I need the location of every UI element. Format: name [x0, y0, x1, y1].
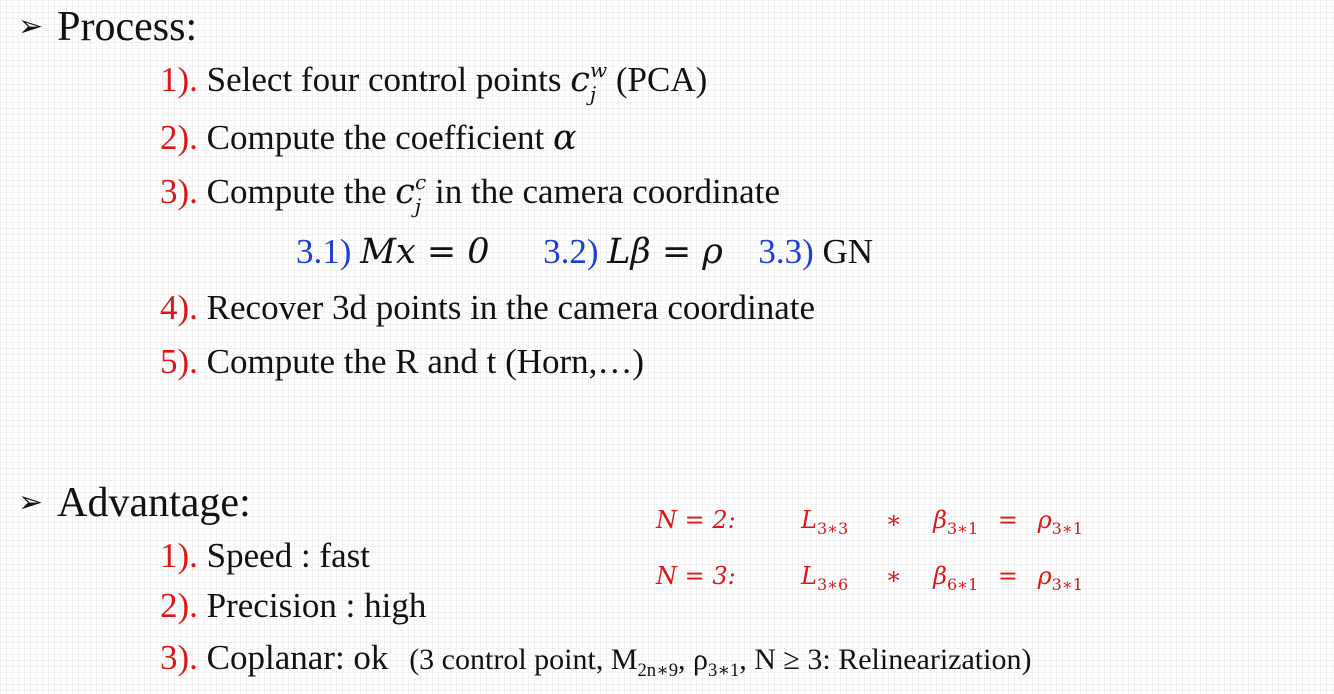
- equation-n3: N = 3: $L_{3∗6}$ ∗ $\beta_{6∗1} = \rho_{3∗1}$: [656, 562, 1083, 594]
- process-step-2: 2). Compute the coefficient α: [160, 118, 577, 158]
- step-number: 3).: [160, 172, 198, 211]
- alpha-symbol: α: [552, 118, 577, 158]
- advantage-item-1: 1). Speed : fast: [160, 536, 370, 575]
- process-substeps: 3.1) Mx = 0 3.2) Lβ = ρ 3.3) GN: [296, 232, 874, 272]
- step-number: 1).: [160, 60, 198, 99]
- bullet-arrow-icon: ➢: [18, 9, 44, 44]
- advantage-heading: ➢ Advantage:: [18, 480, 251, 526]
- coplanar-note: (3 control point, $M_{2n∗9}$, $\rho_{3∗1}$, N ≥ 3: Relinearization): [409, 643, 1032, 681]
- control-point-world-symbol: $c_j^w$: [570, 58, 608, 106]
- advantage-item-3: 3). Coplanar: ok (3 control point, $M_{2n∗9}$, $\rho_{3∗1}$, N ≥ 3: Relinearization): [160, 638, 1032, 681]
- equation-n2: N = 2: $L_{3∗3}$ ∗ $\beta_{3∗1} = \rho_{3∗1}$: [656, 506, 1083, 538]
- process-step-4: 4). Recover 3d points in the camera coordinate: [160, 288, 816, 327]
- substep-expr-mx: Mx = 0: [360, 232, 490, 272]
- process-step-1: 1). Select four control points $c_j^w$ (PCA): [160, 58, 708, 106]
- step-number: 5).: [160, 342, 198, 381]
- bullet-arrow-icon: ➢: [18, 485, 44, 520]
- advantage-item-2: 2). Precision : high: [160, 586, 427, 625]
- step-number: 2).: [160, 118, 198, 157]
- substep-expr-lbeta: Lβ = ρ: [607, 232, 723, 272]
- control-point-camera-symbol: $c_j^c$: [395, 170, 427, 218]
- process-step-5: 5). Compute the R and t (Horn,…): [160, 342, 645, 381]
- process-step-3: 3). Compute the $c_j^c$ in the camera coordinate: [160, 170, 780, 218]
- step-number: 4).: [160, 288, 198, 327]
- process-heading: ➢ Process:: [18, 4, 198, 50]
